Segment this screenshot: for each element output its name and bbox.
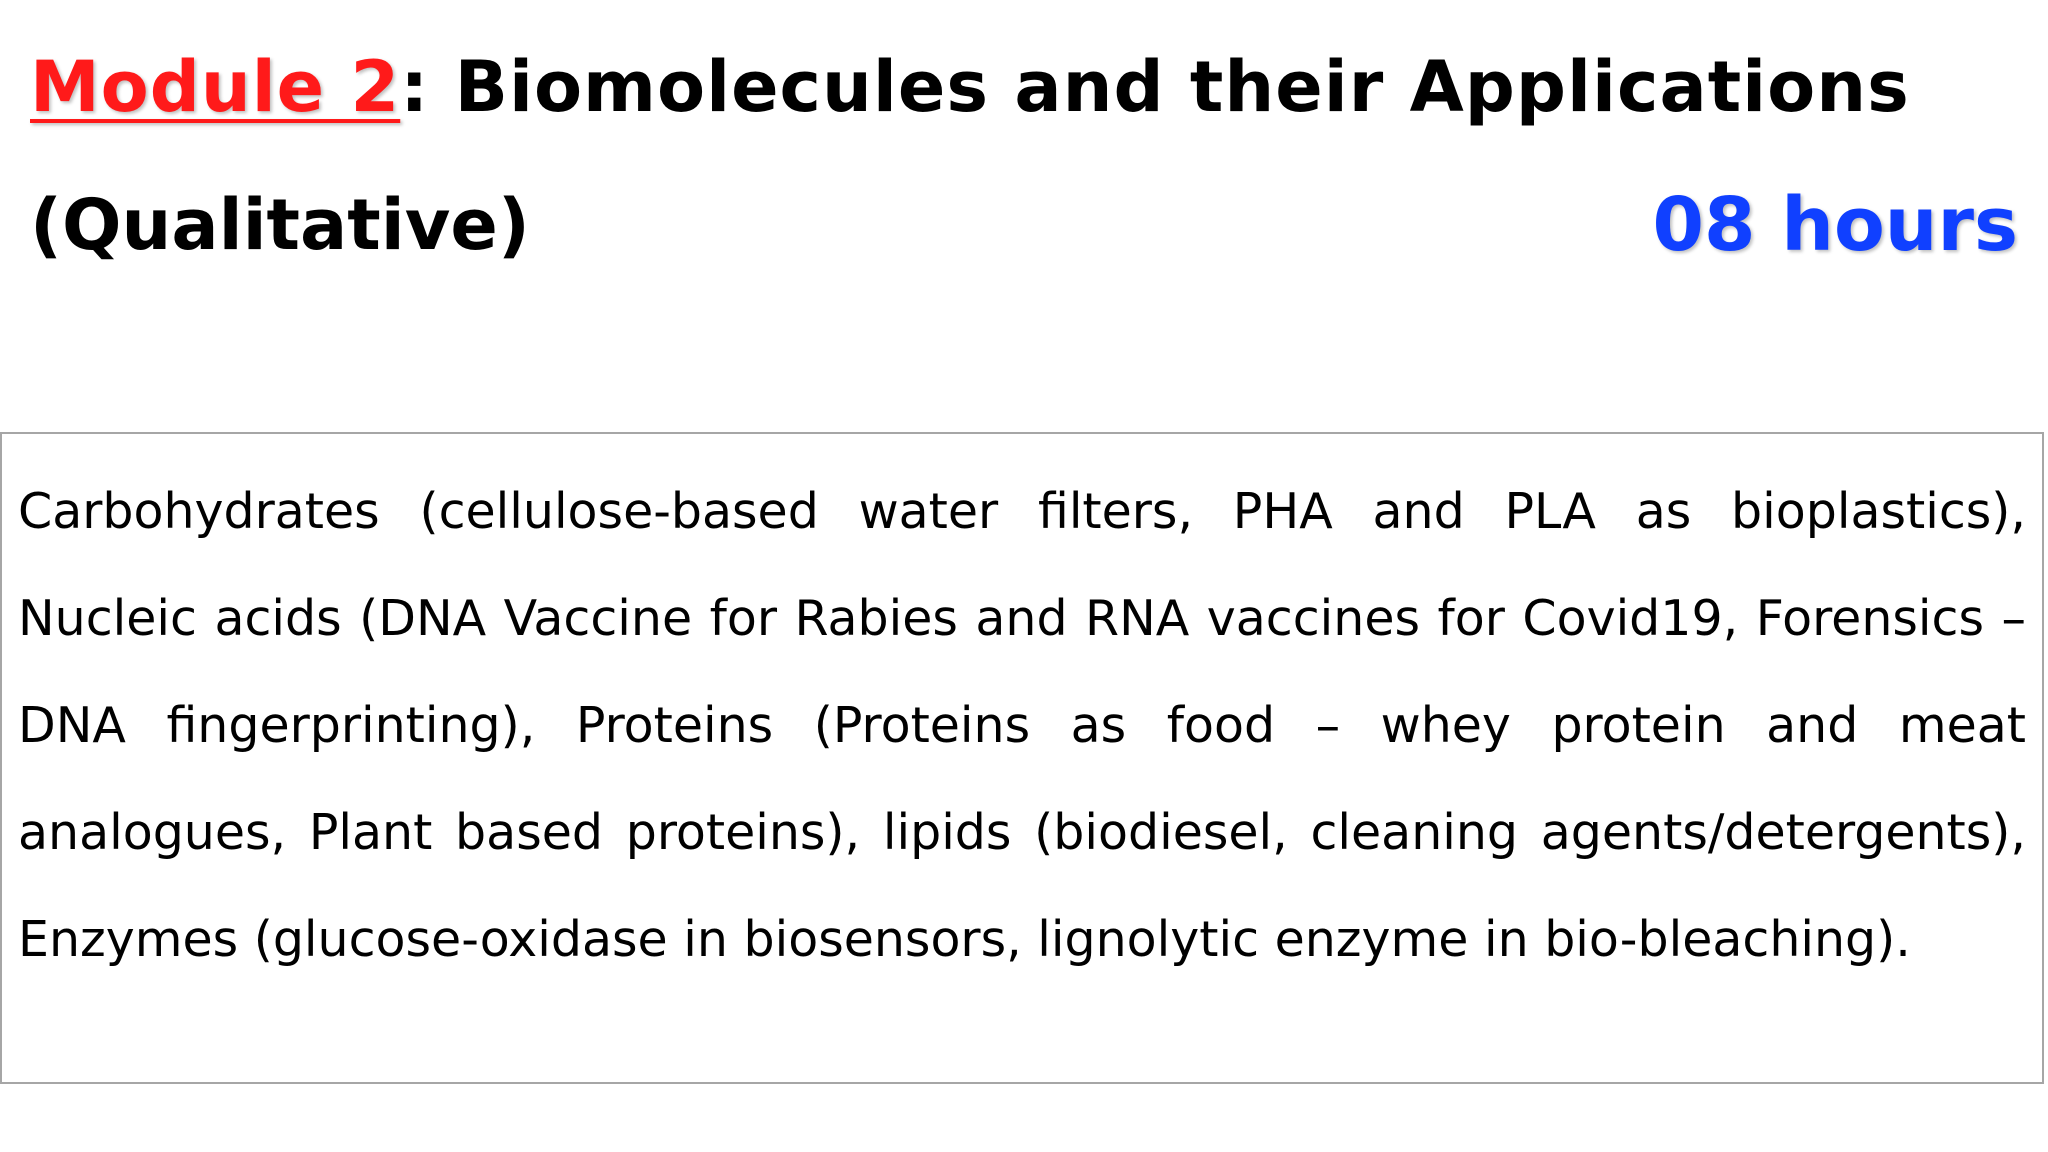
content-box	[0, 432, 2044, 1084]
content-paragraph: Carbohydrates (cellulose-based water filters, PHA and PLA as bioplastics), Nucleic acids (DNA Vaccine for Rabies and RNA vaccines for Covid19, Forensics – DNA fingerprinting), Proteins (Proteins as food – whey protein and meat analogues, Plant based proteins), lipids (biodiesel, cleaning agents/detergents), Enzymes (glucose-oxidase in biosensors, lignolytic enzyme in bio-bleaching).	[18, 483, 2026, 968]
module-label: Module 2	[30, 46, 401, 128]
page-subtitle: (Qualitative)	[30, 184, 530, 266]
page-title	[30, 42, 1910, 132]
hours-label: 08 hours	[1652, 182, 2018, 268]
title-text: : Biomolecules and their Applications	[400, 46, 1910, 128]
